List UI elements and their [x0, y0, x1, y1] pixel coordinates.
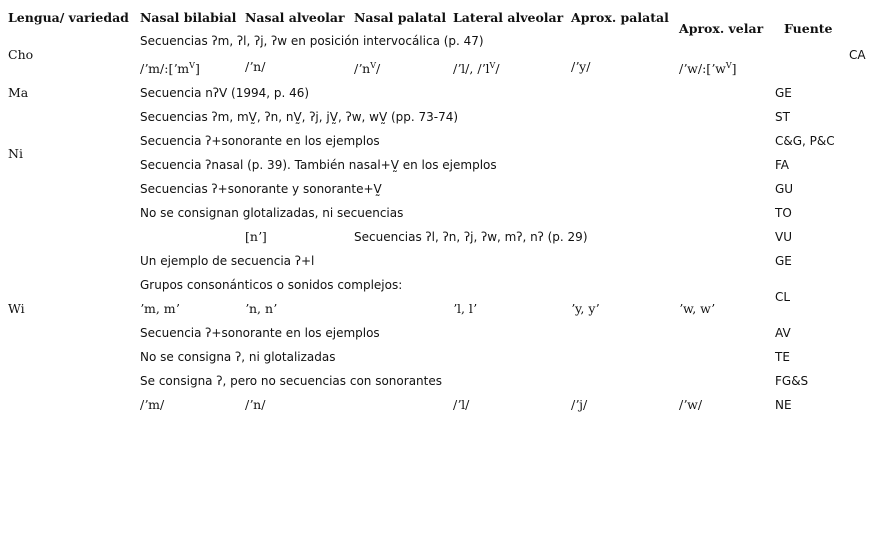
ni-row-1: Secuencia ʔ+sonorante en los ejemplos [140, 134, 380, 148]
ma-row-1-fuente: GE [775, 86, 792, 100]
header-nasal-palatal: Nasal palatal [354, 10, 447, 25]
header-nasal-bilabial: Nasal bilabial [140, 10, 237, 25]
wi-row-7-fuente: NE [775, 398, 792, 412]
wi-row-3-aprox-palatal: ʼy, yʼ [571, 301, 600, 316]
wi-row-3-alveolar: ʼn, nʼ [245, 301, 277, 316]
wi-row-3-aprox-velar: ʼw, wʼ [679, 301, 715, 316]
wi-row-7-bilabial: /ʼm/ [140, 397, 165, 412]
wi-row-1: Un ejemplo de secuencia ʔ+l [140, 254, 315, 268]
ni-row-1-fuente: C&G, P&C [775, 134, 835, 148]
cho-nasal-palatal: /ʼn$^V$/ [354, 61, 381, 76]
cho-aprox-velar: /ʼw/:[ʼw$^V$] [679, 61, 737, 76]
ni-row-3-fuente: GU [775, 182, 794, 196]
cho-note: Secuencias ʔm, ʔl, ʔj, ʔw en posición intervocálica (p. 47) [140, 34, 484, 48]
wi-row-7-alveolar: /ʼn/ [245, 397, 266, 412]
ni-row-5-fuente: VU [775, 230, 792, 244]
wi-row-6: Se consigna ʔ, pero no secuencias con sonorantes [140, 374, 442, 388]
header-aprox-velar: Aprox. velar [679, 21, 764, 36]
cho-nasal-alveolar: /ʼn/ [245, 59, 266, 74]
wi-row-3-bilabial: ʼm, mʼ [140, 301, 180, 316]
header-nasal-alveolar: Nasal alveolar [245, 10, 345, 25]
wi-row-5-fuente: TE [775, 350, 790, 364]
ma-row-2: Secuencias ʔm, mV̰, ʔn, nV̰, ʔj, jV̰, ʔw, wV̰ (pp. 73-74) [140, 110, 459, 124]
wi-row-4-fuente: AV [775, 326, 791, 340]
ni-row-5-alveolar: [nʼ] [245, 229, 267, 244]
ni-row-2-fuente: FA [775, 158, 790, 172]
wi-row-7-aprox-palatal: /ʼj/ [571, 397, 588, 412]
ma-row-2-fuente: ST [775, 110, 790, 124]
wi-row-7-lateral: /ʼl/ [453, 397, 470, 412]
wi-row-3-lateral: ʼl, lʼ [453, 301, 477, 316]
header-lengua: Lengua/ variedad [8, 10, 129, 25]
cho-aprox-palatal: /ʼy/ [571, 59, 591, 74]
ni-row-4: No se consignan glotalizadas, ni secuencias [140, 206, 404, 220]
header-fuente: Fuente [784, 21, 833, 36]
language-wi: Wi [8, 301, 25, 316]
ni-row-4-fuente: TO [775, 206, 792, 220]
language-ni: Ni [8, 146, 23, 161]
ni-row-2: Secuencia ʔnasal (p. 39). También nasal+V̰ en los ejemplos [140, 158, 497, 172]
language-ma: Ma [8, 85, 29, 100]
wi-row-5: No se consigna ʔ, ni glotalizadas [140, 350, 336, 364]
header-lateral-alveolar: Lateral alveolar [453, 10, 564, 25]
cho-fuente: CA [849, 48, 866, 62]
wi-row-2-fuente: CL [775, 290, 791, 304]
wi-row-6-fuente: FG&S [775, 374, 809, 388]
wi-row-2: Grupos consonánticos o sonidos complejos: [140, 278, 403, 292]
wi-row-7-aprox-velar: /ʼw/ [679, 397, 703, 412]
cho-lateral-alveolar: /ʼl/, /ʼl$^V$/ [453, 61, 500, 76]
header-aprox-palatal: Aprox. palatal [571, 10, 669, 25]
wi-row-4: Secuencia ʔ+sonorante en los ejemplos [140, 326, 380, 340]
ni-row-5-note: Secuencias ʔl, ʔn, ʔj, ʔw, mʔ, nʔ (p. 29) [354, 230, 588, 244]
wi-row-1-fuente: GE [775, 254, 792, 268]
language-cho: Cho [8, 47, 34, 62]
cho-nasal-bilabial: /ʼm/:[ʼm$^V$] [140, 61, 200, 76]
ni-row-3: Secuencias ʔ+sonorante y sonorante+V̰ [140, 182, 382, 196]
ma-row-1: Secuencia nʔV (1994, p. 46) [140, 86, 310, 100]
